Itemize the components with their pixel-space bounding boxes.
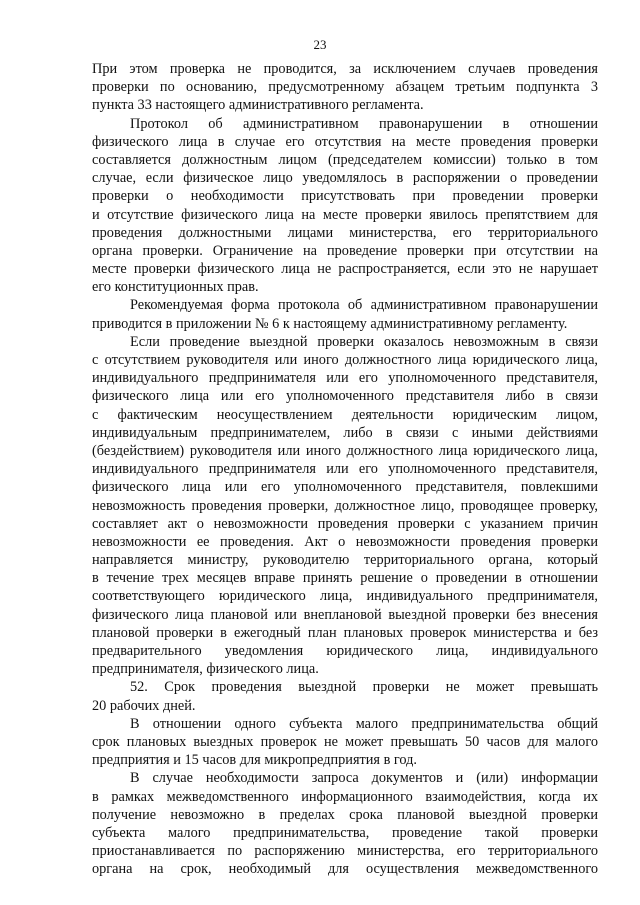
text-line: 20 рабочих дней. [92,697,196,714]
text-line: Протокол об административном правонарушении в отношении [130,115,598,132]
page-number: 23 [313,37,327,52]
text-line: в течение трех месяцев вправе принять решение о проведении в отношении [92,570,598,587]
text-line: составляется должностным лицом (председателем комиссии) только в том [92,151,598,168]
text-line: физического лица или его уполномоченного представителя либо в связи [92,388,598,405]
text-line: субъекта малого предпринимательства, проведение такой проверки [92,824,598,841]
text-line: невозможности ее проведения. Акт о невозможности проведения проверки [92,533,598,550]
text-line: проверки по основанию, предусмотренному абзацем третьим подпункта 3 [92,79,598,96]
paragraph [92,115,598,297]
paragraph [92,715,598,770]
text-line: предварительного уведомления юридического лица, индивидуального [92,643,598,659]
text-line: соответствующего юридического лица, индивидуального предпринимателя, [92,588,598,605]
text-line: с отсутствием руководителя или иного должностного лица юридического лица, [92,352,598,368]
text-line: органа на срок, необходимый для осуществления межведомственного [92,861,598,878]
document-body [92,60,598,878]
text-line: В отношении одного субъекта малого предпринимательства общий [130,715,598,732]
text-line: направляется министру, руководителю территориального органа, который [92,552,598,569]
text-line: 52. Срок проведения выездной проверки не может превышать [130,679,598,696]
text-line: В случае необходимости запроса документов и (или) информации [130,770,598,787]
text-line: индивидуального предпринимателя или его уполномоченного представителя, [92,370,598,387]
text-line: предпринимателя, физического лица. [92,661,319,678]
text-line: плановой проверки в ежегодный план плановых проверок министерства и без [92,624,598,641]
text-line: приводится в приложении № 6 к настоящему административному регламенту. [92,315,568,332]
text-line: пункта 33 настоящего административного регламента. [92,97,424,114]
text-line: приостанавливается по распоряжению министерства, его территориального [92,843,598,860]
text-line: органа проверки. Ограничение на проведение проверки при отсутствии на [92,242,598,259]
paragraph [92,678,598,714]
text-line: невозможность проведения проверки, должностное лицо, проводящее проверку, [92,497,598,514]
text-line: в рамках межведомственного информационного взаимодействия, когда их [92,788,598,805]
text-line: индивидуального предпринимателя или его уполномоченного представителя, [92,461,598,478]
text-line: физического лица в случае его отсутствия на месте проведения проверки [92,133,598,150]
text-line: предприятия и 15 часов для микропредприятия в год. [92,752,417,769]
paragraph [92,769,598,878]
text-line: и отсутствие физического лица на месте проверки явилось препятствием для [92,206,598,223]
text-line: Рекомендуемая форма протокола об административном правонарушении [130,297,598,314]
text-line: его конституционных прав. [92,279,259,296]
text-line: составляет акт о невозможности проведения проверки с указанием причин [92,515,598,532]
text-line: При этом проверка не проводится, за исключением случаев проведения [92,61,598,77]
text-line: срок плановых выездных проверок не может превышать 50 часов для малого [92,733,598,750]
text-line: проведения должностными лицами министерства, его территориального [92,224,598,241]
text-line: месте проверки физического лица не распространяется, если это не нарушает [92,261,598,278]
text-line: (бездействием) руководителя или иного должностного лица юридического лица, [92,442,598,459]
text-line: проверки о необходимости присутствовать при проведении проверки [92,188,598,205]
text-line: Если проведение выездной проверки оказалось невозможным в связи [130,333,598,350]
paragraph [92,296,598,332]
text-line: с фактическим неосуществлением деятельности юридическим лицом, [92,406,598,423]
paragraph [92,60,598,115]
text-line: получение невозможно в пределах срока плановой выездной проверки [92,806,598,823]
text-line: физического лица плановой или внеплановой выездной проверки без внесения [92,606,598,623]
text-line: индивидуальным предпринимателем, либо в связи с иными действиями [92,424,598,441]
paragraph [92,333,598,679]
text-line: случае, если физическое лицо уведомлялось в распоряжении о проведении [92,170,598,187]
text-line: физического лица или его уполномоченного представителя, повлекшими [92,479,598,496]
